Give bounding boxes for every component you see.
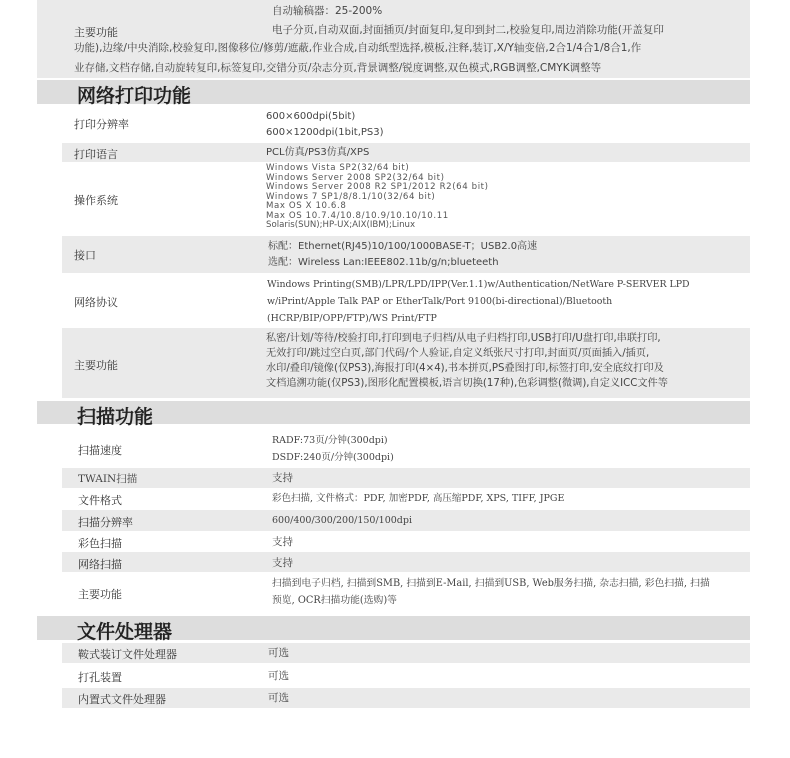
protocol-line: (HCRP/BIP/OPP/FTP)/WS Print/FTP xyxy=(267,313,437,324)
os-list xyxy=(266,164,746,231)
finisher-header xyxy=(37,616,750,643)
print-language-value: PCL仿真/PS3仿真/XPS xyxy=(266,147,370,158)
network-protocol-label: 网络协议 xyxy=(74,296,118,309)
network-protocol-list xyxy=(267,276,749,327)
scan-function-line: 扫描到电子归档, 扫描到SMB, 扫描到E-Mail, 扫描到USB, Web服务扫描, 杂志扫描, 彩色扫描, 扫描 xyxy=(272,578,710,589)
copy-main-functions-label: 主要功能 xyxy=(74,26,118,39)
twain-value: 支持 xyxy=(272,472,293,484)
print-resolution-line-2: 600×1200dpi(1bit,PS3) xyxy=(266,127,384,138)
punch-unit-label: 打孔装置 xyxy=(78,671,122,684)
protocol-line: Windows Printing(SMB)/LPR/LPD/IPP(Ver.1.1)w/Authentication/NetWare P-SERVER LPD xyxy=(267,279,690,290)
print-function-line: 文档追溯功能(仅PS3),图形化配置模板,语言切换(17种),色彩调整(微调),自定义ICC文件等 xyxy=(266,378,668,389)
copy-main-functions-line-2: 功能),边缘/中央消除,校验复印,图像移位/修剪/遮蔽,作业合成,自动纸型选择,模板,注释,装订,X/Y轴变倍,2合1/4合1/8合1,作 xyxy=(74,42,642,54)
scan-speed-line: RADF:73页/分钟(300dpi) xyxy=(272,435,388,446)
os-line: Windows Server 2008 R2 SP1/2012 R2(64 bit) xyxy=(266,182,489,192)
saddle-finisher-value: 可选 xyxy=(268,647,289,659)
network-scan-value: 支持 xyxy=(272,557,293,569)
print-resolution-label: 打印分辨率 xyxy=(74,118,129,131)
scan-main-functions-list xyxy=(272,575,710,609)
twain-label: TWAIN扫描 xyxy=(78,473,138,485)
os-line: Windows 7 SP1/8/8.1/10(32/64 bit) xyxy=(266,191,436,202)
inner-finisher-label: 内置式文件处理器 xyxy=(78,693,166,706)
os-line: Windows Server 2008 SP2(32/64 bit) xyxy=(266,172,445,183)
finisher-title: 文件处理器 xyxy=(77,621,173,643)
scan-main-functions-label: 主要功能 xyxy=(78,588,122,601)
print-language-row xyxy=(62,143,750,162)
scan-function-line: 预览, OCR扫描功能(选购)等 xyxy=(272,595,397,606)
file-format-label: 文件格式 xyxy=(78,494,122,507)
protocol-line: w/iPrint/Apple Talk PAP or EtherTalk/Port 9100(bi-directional)/Bluetooth xyxy=(267,296,613,307)
file-format-value: 彩色扫描, 文件格式：PDF, 加密PDF, 高压缩PDF, XPS, TIFF, JPGE xyxy=(272,493,565,504)
os-line: Windows Vista SP2(32/64 bit) xyxy=(266,163,410,173)
inner-finisher-value: 可选 xyxy=(268,692,289,704)
scan-resolution-value: 600/400/300/200/150/100dpi xyxy=(272,515,412,526)
network-print-header xyxy=(37,80,750,107)
color-scan-value: 支持 xyxy=(272,536,293,548)
print-main-functions-label: 主要功能 xyxy=(74,359,118,372)
network-print-title: 网络打印功能 xyxy=(77,85,192,107)
scan-speed-label: 扫描速度 xyxy=(78,444,122,457)
scan-header xyxy=(37,401,750,428)
scan-speed-list xyxy=(272,432,394,466)
network-scan-label: 网络扫描 xyxy=(78,558,122,571)
scan-speed-line: DSDF:240页/分钟(300dpi) xyxy=(272,452,394,463)
saddle-finisher-label: 鞍式装订文件处理器 xyxy=(78,648,177,661)
scan-title: 扫描功能 xyxy=(77,406,154,428)
os-line: Max OS X 10.6.8 xyxy=(266,201,347,211)
punch-unit-value: 可选 xyxy=(268,670,289,682)
scan-resolution-label: 扫描分辨率 xyxy=(78,516,133,529)
interface-label: 接口 xyxy=(74,249,96,262)
print-resolution-line-1: 600×600dpi(5bit) xyxy=(266,111,356,122)
auto-doc-feeder-value: 自动输稿器：25-200% xyxy=(272,5,383,17)
print-function-line: 水印/叠印/镜像(仅PS3),海报打印(4×4),书本拼页,PS叠图打印,标签打印,安全底纹打印及 xyxy=(266,363,664,374)
print-main-functions-list xyxy=(266,331,752,391)
interface-line-2: 选配：Wireless Lan:IEEE802.11b/g/n;blueteeth xyxy=(268,257,499,268)
color-scan-label: 彩色扫描 xyxy=(78,537,122,550)
print-function-line: 私密/计划/等待/校验打印,打印到电子归档/从电子归档打印,USB打印/U盘打印,串联打印, xyxy=(266,333,661,344)
interface-line-1: 标配：Ethernet(RJ45)10/100/1000BASE-T；USB2.0高速 xyxy=(268,241,538,252)
copy-main-functions-line-3: 业存储,文档存储,自动旋转复印,标签复印,交错分页/杂志分页,背景调整/锐度调整,双色模式,RGB调整,CMYK调整等 xyxy=(74,62,602,74)
os-line: Max OS 10.7.4/10.8/10.9/10.10/10.11 xyxy=(266,210,449,221)
print-language-label: 打印语言 xyxy=(74,148,118,161)
os-label: 操作系统 xyxy=(74,194,118,207)
copy-main-functions-line-1: 电子分页,自动双面,封面插页/封面复印,复印到封二,校验复印,周边消除功能(开盖复印 xyxy=(272,24,664,36)
twain-row xyxy=(62,468,750,488)
network-scan-row xyxy=(62,552,750,572)
print-function-line: 无效打印/跳过空白页,部门代码/个人验证,自定义纸张尺寸打印,封面页/页面插入/插页, xyxy=(266,348,650,359)
os-line: Solaris(SUN);HP-UX;AIX(IBM);Linux xyxy=(266,220,416,230)
